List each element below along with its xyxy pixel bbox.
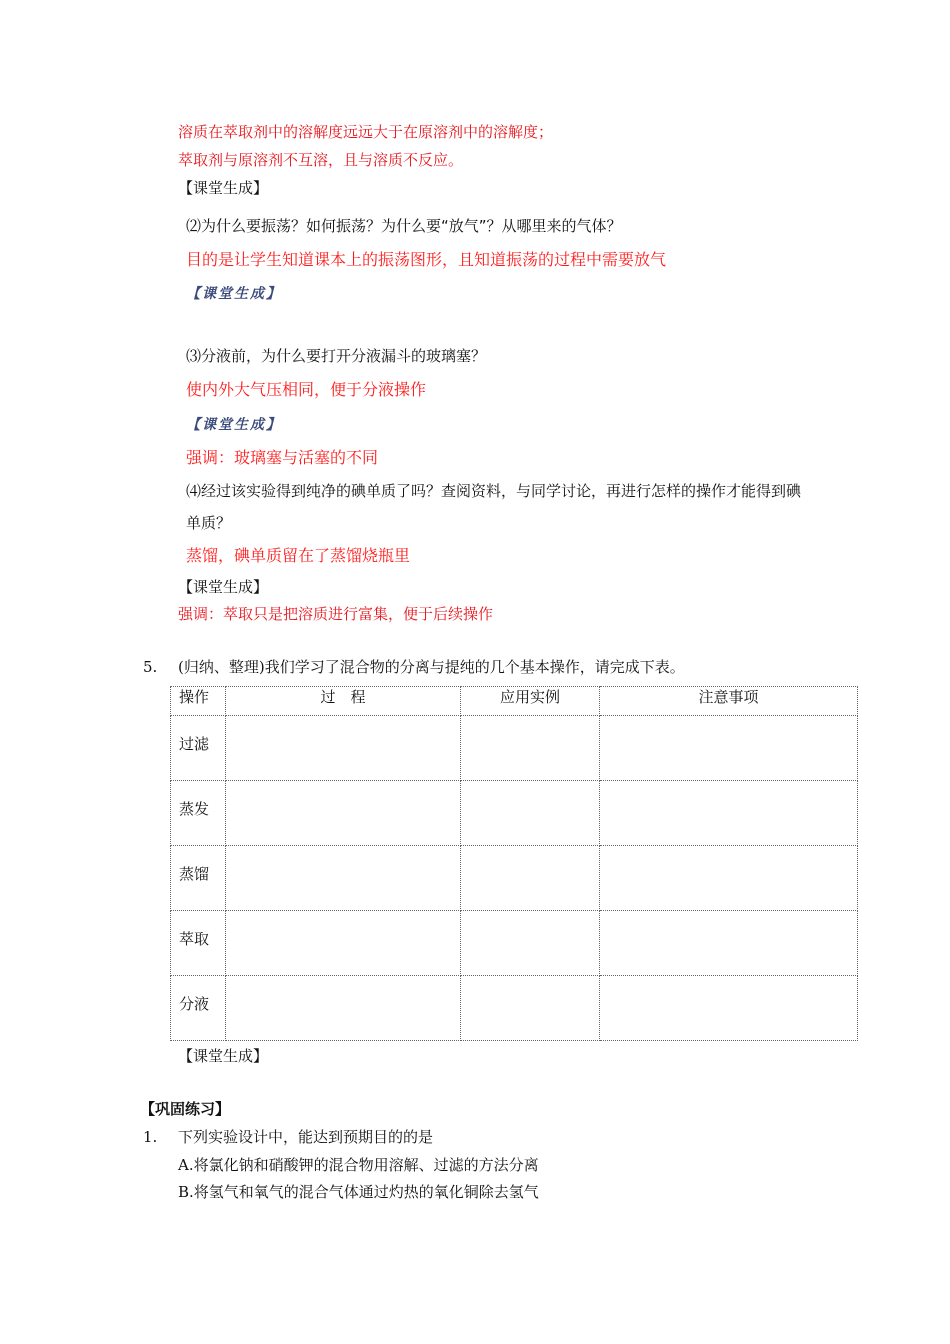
table-header-row <box>171 687 858 716</box>
operation-name: 蒸发 <box>171 781 226 846</box>
empty-cell[interactable] <box>226 846 461 911</box>
empty-cell[interactable] <box>461 911 600 976</box>
exercise-number: 1. <box>143 1128 158 1146</box>
option-a: A.将氯化钠和硝酸钾的混合物用溶解、过滤的方法分离 <box>178 1156 539 1174</box>
item-5-text: (归纳、整理)我们学习了混合物的分离与提纯的几个基本操作，请完成下表。 <box>178 658 685 676</box>
question-3: ⑶分液前，为什么要打开分液漏斗的玻璃塞？ <box>186 347 487 365</box>
answer-line-2: 萃取剂与原溶剂不互溶，且与溶质不反应。 <box>178 151 464 169</box>
section-title: 【巩固练习】 <box>140 1100 231 1118</box>
table-row <box>171 976 858 1041</box>
class-note-tag-image: 【课堂生成】 <box>186 417 282 433</box>
answer-4: 蒸馏，碘单质留在了蒸馏烧瓶里 <box>186 546 411 565</box>
empty-cell[interactable] <box>461 781 600 846</box>
class-note-tag-image: 【课堂生成】 <box>186 286 282 302</box>
empty-cell[interactable] <box>226 716 461 781</box>
table-row <box>171 846 858 911</box>
exercise-1-text: 下列实验设计中，能达到预期目的的是 <box>178 1128 434 1146</box>
class-note-tag: 【课堂生成】 <box>178 578 269 596</box>
table-header-cell: 注意事项 <box>600 687 858 716</box>
item-number: 5. <box>143 658 158 676</box>
empty-cell[interactable] <box>600 716 858 781</box>
table-row <box>171 781 858 846</box>
empty-cell[interactable] <box>600 781 858 846</box>
empty-cell[interactable] <box>600 976 858 1041</box>
question-4-line-1: ⑷经过该实验得到纯净的碘单质了吗？查阅资料，与同学讨论，再进行怎样的操作才能得到碘 <box>186 482 802 500</box>
answer-2: 目的是让学生知道课本上的振荡图形，且知道振荡的过程中需要放气 <box>186 250 667 269</box>
operations-table <box>170 686 858 1041</box>
answer-3: 使内外大气压相同，便于分液操作 <box>186 380 427 399</box>
operation-name: 分液 <box>171 976 226 1041</box>
operation-name: 过滤 <box>171 716 226 781</box>
empty-cell[interactable] <box>600 846 858 911</box>
table-header-cell: 过 程 <box>226 687 461 716</box>
table-row <box>171 911 858 976</box>
empty-cell[interactable] <box>226 781 461 846</box>
class-note-tag: 【课堂生成】 <box>178 1047 269 1065</box>
empty-cell[interactable] <box>461 846 600 911</box>
emphasis-1: 强调：玻璃塞与活塞的不同 <box>186 448 379 467</box>
table-row <box>171 716 858 781</box>
empty-cell[interactable] <box>226 911 461 976</box>
empty-cell[interactable] <box>461 976 600 1041</box>
operation-name: 蒸馏 <box>171 846 226 911</box>
question-4-line-2: 单质？ <box>186 514 232 532</box>
empty-cell[interactable] <box>226 976 461 1041</box>
table-header-cell: 操作 <box>171 687 226 716</box>
class-note-tag: 【课堂生成】 <box>178 179 269 197</box>
emphasis-2: 强调：萃取只是把溶质进行富集，便于后续操作 <box>178 605 494 623</box>
operation-name: 萃取 <box>171 911 226 976</box>
answer-line-1: 溶质在萃取剂中的溶解度远远大于在原溶剂中的溶解度； <box>178 123 554 141</box>
empty-cell[interactable] <box>600 911 858 976</box>
table-header-cell: 应用实例 <box>461 687 600 716</box>
option-b: B.将氢气和氧气的混合气体通过灼热的氧化铜除去氢气 <box>178 1183 539 1201</box>
empty-cell[interactable] <box>461 716 600 781</box>
question-2: ⑵为什么要振荡？如何振荡？为什么要“放气”？从哪里来的气体？ <box>186 217 622 235</box>
